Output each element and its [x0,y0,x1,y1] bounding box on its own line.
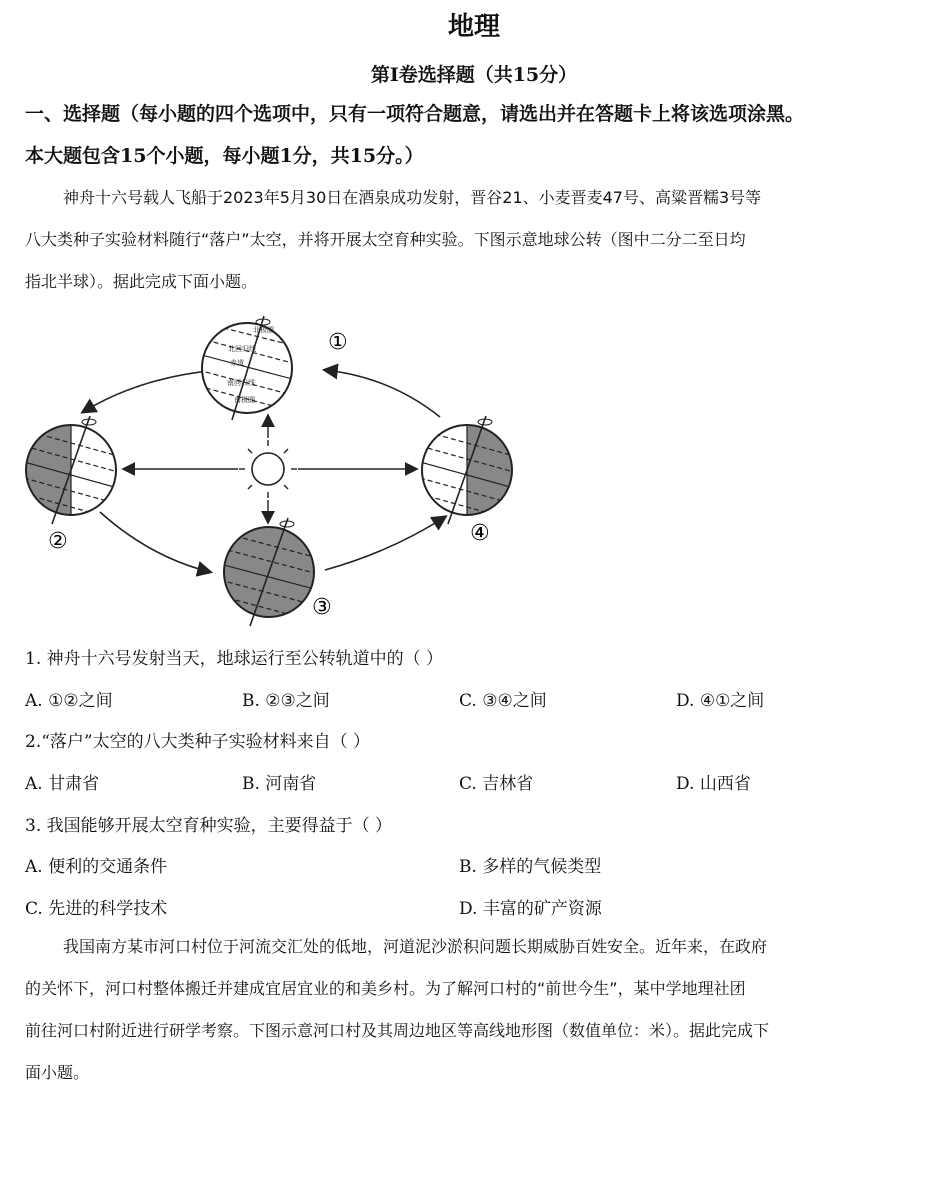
lat-label-equator: 赤道 [230,359,244,367]
page-subtitle: 第Ⅰ卷选择题（共15分） [370,64,578,86]
q3-option-b: B. 多样的气候类型 [459,857,602,877]
earth-revolution-diagram [20,312,520,627]
passage-2-line-2: 的关怀下，河口村整体搬迁并建成宜居宜业的和美乡村。为了解河口村的“前世今生”，某中学地理社团 [25,979,746,998]
passage-2 [25,926,897,1094]
orbit-arrow-1-2 [83,370,218,412]
q1-option-c: C. ③④之间 [459,691,547,711]
lat-label-antarctic-circle: 南极圈 [234,396,255,404]
question-2-stem: 2.“落户”太空的八大类种子实验材料来自（ ） [25,732,371,752]
question-1-stem: 1. 神舟十六号发射当天，地球运行至公转轨道中的（ ） [25,649,444,669]
page-title: 地理 [447,12,500,42]
orbit-arrow-4-1 [325,370,440,417]
earth-position-2 [20,416,118,524]
q2-option-c: C. 吉林省 [459,774,534,794]
passage-1-line-1: 神舟十六号载人飞船于2023年5月30日在酒泉成功发射，晋谷21、小麦晋麦47号、高粱晋糯3号等 [63,188,762,207]
label-3: ③ [312,595,332,620]
passage-2-line-4: 面小题。 [25,1063,90,1082]
lat-label-tropic-cancer: 北回归线 [228,345,256,353]
earth-position-3 [220,518,318,626]
label-4: ④ [470,521,490,546]
q2-option-a: A. 甘肃省 [25,774,100,794]
q3-option-c: C. 先进的科学技术 [25,899,168,919]
q3-option-d: D. 丰富的矿产资源 [459,899,602,919]
orbit-arrow-3-4 [325,517,445,570]
q1-option-a: A. ①②之间 [25,691,113,711]
sun-icon [239,440,297,498]
passage-2-line-3: 前往河口村附近进行研学考察。下图示意河口村及其周边地区等高线地形图（数值单位：米）。据此完成下 [25,1021,770,1040]
section-heading-line-2: 本大题包含15个小题，每小题1分，共15分。） [25,145,424,167]
label-2: ② [48,529,68,554]
q1-option-b: B. ②③之间 [242,691,330,711]
passage-1-line-3: 指北半球）。据此完成下面小题。 [25,272,258,291]
passage-1 [25,177,897,303]
question-3-stem: 3. 我国能够开展太空育种实验，主要得益于（ ） [25,816,393,836]
q2-option-d: D. 山西省 [676,774,751,794]
q3-option-a: A. 便利的交通条件 [25,857,168,877]
label-1: ① [328,330,348,355]
q2-option-b: B. 河南省 [242,774,317,794]
lat-label-tropic-capricorn: 南回归线 [227,379,255,387]
lat-label-arctic-circle: 北极圈 [253,326,274,334]
section-heading-line-1: 一、选择题（每小题的四个选项中，只有一项符合题意，请选出并在答题卡上将该选项涂黑。 [25,103,805,125]
passage-2-line-1: 我国南方某市河口村位于河流交汇处的低地，河道泥沙淤积问题长期威胁百姓安全。近年来，在政府 [63,937,768,956]
passage-1-line-2: 八大类种子实验材料随行“落户”太空，并将开展太空育种实验。下图示意地球公转（图中二分二至日均 [25,230,746,249]
earth-position-4 [420,416,517,524]
q1-option-d: D. ④①之间 [676,691,765,711]
earth-position-1 [198,316,296,420]
orbit-arrow-2-3 [100,512,210,572]
